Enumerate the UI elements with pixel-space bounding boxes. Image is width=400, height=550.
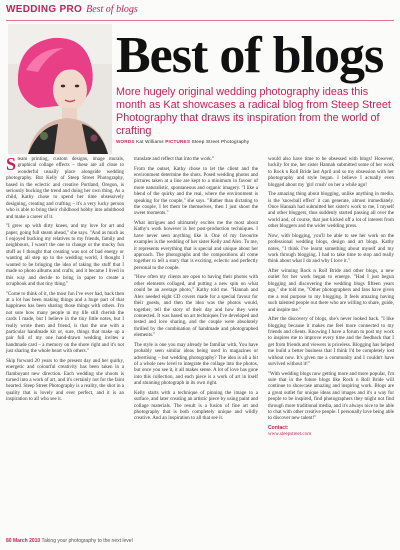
paragraph: would also have time to be obsessed with blogs! However, luckily for me, her sister Hannah submitted some of her work to Rock n Roll Bride last April and so my obsession with her photography and style began. I believe I actually even blogged about my 'girl crush' on her a while ago! (268, 156, 394, 188)
paragraph: "I grew up with dirty knees, and my love for art and paper, going full steam ahead," she says. "And as much as I enjoyed bucking my relatives to my friends, family and neighbours, I wasn't the one to change or the mucky fun stuff as I thought that creating was not of bad energy or wanting all step up to the wedding world, I thought I wanted to be bringing the idea of taking the stuff that I made so photo albums and crafts, and it became I lived in this way and decide to bring in paper to create a scrapbook and that tiny thing." (6, 223, 124, 287)
paragraph: "Come to think of it, the most fun I've ever had, back then at a lot has been making things and a huge part of that happiness has been sharing those things with others. I'm not sure how many people in my life still cherish the cards I made, but I believe in the tiny little notes, but I really wrote them and friend, is that the one with a particular handmade kit or, sure, things that make up a pair full of my one hand-drawn wedding invites a handmade card – a memory on the shore right and it's not just sharing the whole heart with others." (6, 290, 124, 355)
page-footer (6, 538, 133, 544)
section-name: Best of blogs (86, 4, 138, 15)
drop-cap: S (6, 154, 17, 174)
paragraph (6, 156, 124, 220)
paragraph: "How often my clients are open to having their photos with other elements collaged, and putting a new spin on what could be an average photo," Kathy told me. "Hannah and Alex needed eight CD covers made for a special favour for their guests, and then the idea was the photos would, together, tell the story of their day and how they were connected. It was based on art techniques I've developed and tested and love sharing, and the couple were absolutely thrilled by the combination of handmade and photographed elements." (134, 274, 258, 339)
pictures-credit: Steep Street Photography (191, 139, 250, 144)
paragraph: translate and reflect that into the work." (134, 156, 215, 162)
body-column-3 (268, 156, 394, 438)
paragraph: Skip forward 20 years to the present day and her quirky, energetic and colourful creativity has been taken in a flamboyant new direction. Each wedding she shoots is turned into a work of art, and it's certainly not for the faint hearted. Steep Street Photography is a reality, the shot in a quality that is lovely and ever perfect, and it is an inspiration to all who see it. (6, 357, 124, 403)
body-column-2 (134, 156, 258, 425)
portrait-photo (8, 24, 112, 154)
paragraph: The amazing thing about blogging, unlike anything in media, is the 'snowball effect' it can generate, almost immediately. Once Hannah had submitted her sister's work to me, I myself and other bloggers, thus suddenly started passing all over the world and, of course, that just kicked off a lot of interest from other bloggers and the wider wedding press. (268, 191, 394, 230)
paragraph: From the outset, Kathy chose to let the client and the environment determine the shots. Posed wedding photos and pictures taken at a line are kept to a minimum in favour of more naturalistic, spontaneous and organic imagery. "I like a blend of the quirky and the real, where the environment is speaking for the couple," she says. "Rather than dictating to the couple, I let them be themselves, then I just shoot the sweet moments." (134, 165, 258, 217)
paragraph: After the discovery of blogs, she's never looked back. "I like blogging because it makes me feel more connected to my friends and clients. Knowing I have a forum to post my work to inspires me to improve every time and the feedback that I get from friends and viewers is priceless. Blogging has helped me build a better business that I think I'd be completely lost without now. It's given me a community and I couldn't have survived without it!" (268, 316, 394, 367)
paragraph-text: team printing, custom designs, image murals, graphical collage effects – these are all close to wonderful usually place alongside wedding photography. But Kelly of Steep Street Photography, based in the eclectic and creative Portland, Oregon, is seriously bucking the trend and doing her own thing. As a child, Kathy chose to spend her time obsessively designing, creating and crafting – it's a very lucky person who is able to bring their childhood hobby into adulthood and make a career of it. (6, 156, 124, 220)
paragraph: Now, with blogging, you'll be able to see her work on the professional wedding blogs, design and art blogs. Kathy notes, "I think I've learnt something about myself and my work through blogging. I had to take time to stop and really think about what I do and why I love it." (268, 232, 394, 265)
article-title: Best of blogs (116, 27, 384, 84)
paragraph: Kelly starts with a technique of pinning the image to a surface, and later creating an artistic piece by using paint and collage materials. The result is a fusion of fine art and photography that is both completely unique and wildly creative. And an inspiration to all that see it. (134, 389, 258, 422)
contact-link[interactable]: www.steepstreet.com (268, 431, 312, 438)
paragraph: The style is one you may already be familiar with. You have probably seen similar ideas being used in magazines or advertising – but wedding photography? The idea is all a bit of a whole new level to integrate the collage into the photos, but once you see it, it all makes sense. A lot of love has gone into this collection, and each piece is a work of art in itself and stunning photograph in its own right. (134, 341, 258, 387)
standfirst: More hugely original wedding photography ideas this month as Kat showcases a radical blog from Steep Street Photography that draws its inspiration from the world of crafting (116, 86, 391, 137)
paragraph: What intrigues and ultimately excites me the most about Kathy's work however is her post-production techniques. I have never seen anything like it. One of my favourite examples is the wedding of her sister Kelly and Alex. To me, it represents everything that is special and unique about her approach. The photographs and the compositions all come together to tell a story that is exciting, eclectic and perfectly personal to the couple. (134, 220, 258, 271)
paragraph: "With wedding blogs now getting more and more popular, I'm sure that in the future blogs like Rock n Roll Bride will continue to showcase amazing and inspiring work. Blogs are a great outlet for unique ideas and images and it's a way for people to be inspired, find photographers they might not find through more traditional media, and it's always nice to be able to chat with other creative people. I personally love being able to discover new talent!" (268, 370, 394, 422)
paragraph: After winning Rock n Roll Bride and other blogs, a new outlet for her work began to emerge. "Had I just begun blogging and discovering the wedding blogs fifteen years ago," she told me, "Other photographers and fans have given me a real purpose to my blogging. It feels amazing having such talented people out there who are willing to share, guide, and inspire me." (268, 268, 394, 313)
words-label: WORDS (116, 139, 135, 144)
words-author: Kat Williams (136, 139, 164, 144)
byline (116, 139, 392, 144)
pictures-label: PICTURES (165, 139, 191, 144)
header-divider (6, 20, 394, 21)
magazine-name: WEDDING PRO (6, 4, 83, 15)
body-column-1 (6, 156, 124, 406)
footer-tagline: Taking your photography to the next level (41, 538, 133, 544)
page-issue: 80 March 2010 (6, 538, 41, 544)
contact-label: Contact: (268, 424, 289, 431)
page-header (6, 4, 138, 20)
